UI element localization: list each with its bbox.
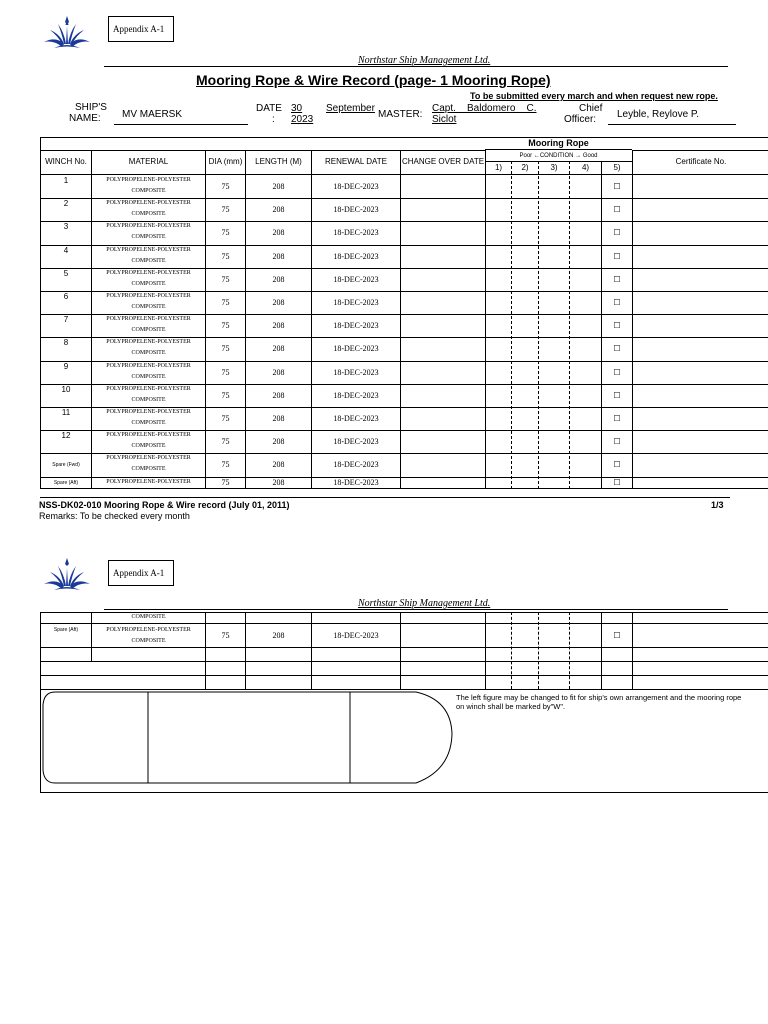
renewal-date: 18-DEC-2023 [333,298,379,308]
length-value: 208 [272,367,285,377]
col-header-certificate: Certificate No. [675,157,727,166]
length-value: 208 [272,437,285,447]
condition-mark[interactable]: ☐ [613,414,621,424]
length-value: 208 [272,321,285,331]
company-name-page2: Northstar Ship Management Ltd. [358,598,491,609]
company-logo [42,14,92,54]
dia-value: 75 [221,437,230,447]
renewal-date: 18-DEC-2023 [333,367,379,377]
p2-col-changeover [485,612,486,689]
winch-number: 8 [63,338,69,348]
dia-value: 75 [221,390,230,400]
length-value: 208 [272,228,285,238]
dia-value: 75 [221,228,230,238]
renewal-date: 18-DEC-2023 [333,182,379,192]
material-line1: POLYPROPELENE-POLYESTER [106,385,191,392]
winch-number: 5 [63,268,69,278]
length-value: 208 [272,205,285,215]
length-value: 208 [272,390,285,400]
length-value: 208 [272,478,285,488]
length-value: 208 [272,460,285,470]
condition-mark[interactable]: ☐ [613,367,621,377]
winch-number: 12 [61,431,71,441]
submit-note: To be submitted every march and when request new rope. [470,91,718,101]
renewal-date: 18-DEC-2023 [333,274,379,284]
length-value: 208 [272,251,285,261]
winch-number: Spare (Aft) [53,479,79,486]
mooring-rope-group-header: Mooring Rope [528,138,589,148]
material-line1: POLYPROPELENE-POLYESTER [106,269,191,276]
length-value: 208 [272,344,285,354]
master-label: MASTER: [378,109,423,120]
appendix-label: Appendix A-1 [108,16,174,42]
renewal-date: 18-DEC-2023 [333,414,379,424]
col-header-material: MATERIAL [128,157,169,166]
company-rule-page2 [104,609,728,610]
material-line1: POLYPROPELENE-POLYESTER [106,432,191,439]
col-header-renewal: RENEWAL DATE [325,157,387,166]
material-line2: COMPOSITE [131,234,166,241]
ships-name-label-1: SHIP'S [75,102,107,113]
master-name-line2: Siclot [432,114,457,125]
condition-mark[interactable]: ☐ [613,437,621,447]
col-header-c5: 5) [613,163,621,172]
date-label-2: : [272,114,275,125]
material-line2: COMPOSITE [131,188,166,194]
dia-value: 75 [221,205,230,215]
p2-col-c1 [511,612,512,689]
condition-mark[interactable]: ☐ [613,205,621,215]
ships-name-label-2: NAME: [69,113,101,124]
winch-number: 6 [63,292,69,301]
date-day: 30 [291,103,303,114]
winch-number: 7 [63,315,69,325]
length-value: 208 [272,298,285,308]
material-line2: COMPOSITE [131,211,166,218]
winch-number: Spare (Fwd) [52,461,80,468]
material-line2: COMPOSITE [131,466,166,473]
p2-rule-4 [40,675,768,676]
condition-mark[interactable]: ☐ [613,344,621,354]
p2-row-condition-mark[interactable]: ☐ [613,631,621,640]
length-value: 208 [272,182,285,192]
condition-mark[interactable]: ☐ [613,298,621,308]
material-line2: COMPOSITE [131,280,166,287]
figure-note: The left figure may be changed to fit for ship's own arrangement and the mooring rope on winch shall be marked by"W". [456,693,742,711]
winch-number: 4 [63,245,69,255]
company-logo-page2 [42,556,92,596]
date-year: 2023 [291,114,314,125]
date-label-1: DATE [256,103,282,114]
p2-row-length: 208 [272,631,285,640]
chief-officer-label-2: Officer: [564,114,597,125]
winch-number: 1 [63,176,69,185]
appendix-label-page2: Appendix A-1 [108,560,174,586]
p2-col-c2 [538,612,539,689]
condition-mark[interactable]: ☐ [613,478,621,488]
winch-number: 11 [61,408,71,417]
material-line2: COMPOSITE [131,396,166,403]
dia-value: 75 [221,414,230,424]
material-line1: POLYPROPELENE-POLYESTER [106,246,191,253]
dia-value: 75 [221,298,230,308]
material-line1: POLYPROPELENE-POLYESTER [106,200,191,207]
chief-officer-value: Leyble, Reylove P. [617,109,700,120]
p2-row-winch: Spare (Aft) [53,627,79,633]
material-line2: COMPOSITE [131,304,166,310]
condition-mark[interactable]: ☐ [613,182,621,192]
p2-row-dia: 75 [221,631,230,640]
ships-name-rule [114,124,248,125]
col-divider-c2 [538,161,539,489]
p2-col-renewal [400,612,401,689]
renewal-date: 18-DEC-2023 [333,205,379,215]
length-value: 208 [272,414,285,424]
renewal-date: 18-DEC-2023 [333,321,379,331]
ships-name-value: MV MAERSK [122,109,183,120]
material-line2: COMPOSITE [131,373,166,380]
col-header-changeover: CHANGE OVER DATE [401,157,485,166]
col-divider-c3 [569,161,570,489]
renewal-date: 18-DEC-2023 [333,437,379,447]
dia-value: 75 [221,344,230,354]
p2-row-material-line2: COMPOSITE [131,637,166,644]
col-divider-changeover [485,150,486,489]
winch-number: 3 [63,222,69,232]
col-divider-c5 [632,150,633,489]
carry-over-material: COMPOSITE [131,614,166,620]
date-month: September [326,103,375,114]
col-header-c3: 3) [550,163,558,172]
material-line1: POLYPROPELENE-POLYESTER [106,339,191,346]
form-reference: NSS-DK02-010 Mooring Rope & Wire record (July 01, 2011) [39,500,290,510]
dia-value: 75 [221,251,230,261]
material-line1: POLYPROPELENE-POLYESTER [106,177,191,183]
condition-mark[interactable]: ☐ [613,321,621,331]
renewal-date: 18-DEC-2023 [333,478,379,488]
p2-row-renewal: 18-DEC-2023 [333,631,379,640]
p2-col-c3 [569,612,570,689]
ship-outline-figure [41,690,453,786]
condition-mark[interactable]: ☐ [613,228,621,238]
material-line1: POLYPROPELENE-POLYESTER [106,223,191,230]
renewal-date: 18-DEC-2023 [333,460,379,470]
dia-value: 75 [221,367,230,377]
material-line2: COMPOSITE [131,257,166,264]
col-header-c4: 4) [581,163,590,172]
condition-scale-header: Poor ←CONDITION → Good [519,152,598,159]
winch-number: 10 [61,384,71,394]
p2-rule-2 [40,647,768,648]
renewal-date: 18-DEC-2023 [333,390,379,400]
condition-mark[interactable]: ☐ [613,460,621,470]
winch-number: 9 [63,361,69,371]
col-header-c1: 1) [494,163,503,172]
material-line1: POLYPROPELENE-POLYESTER [106,362,191,369]
company-name: Northstar Ship Management Ltd. [358,55,491,66]
footer-rule [40,497,730,498]
remarks: Remarks: To be checked every month [39,511,190,521]
page-number: 1/3 [711,500,724,510]
winch-number: 2 [63,199,69,209]
material-line2: COMPOSITE [131,420,166,426]
dia-value: 75 [221,182,230,192]
p2-rule-3 [40,661,768,662]
renewal-date: 18-DEC-2023 [333,228,379,238]
master-name-line1: Capt. Baldomero C. [432,103,537,114]
material-line1: POLYPROPELENE-POLYESTER [106,455,191,462]
p2-col-c5 [632,612,633,689]
col-header-dia: DIA (mm) [208,157,243,166]
material-line2: COMPOSITE [131,327,166,334]
material-line1: POLYPROPELENE-POLYESTER [106,478,191,485]
col-divider-renewal [400,150,401,489]
chief-officer-label-1: Chief [579,103,603,114]
col-divider-c1 [511,161,512,489]
dia-value: 75 [221,460,230,470]
material-line1: POLYPROPELENE-POLYESTER [106,409,191,415]
p2-row-material-line1: POLYPROPELENE-POLYESTER [106,626,191,633]
condition-mark[interactable]: ☐ [613,390,621,400]
dia-value: 75 [221,274,230,284]
length-value: 208 [272,274,285,284]
renewal-date: 18-DEC-2023 [333,251,379,261]
page-title: Mooring Rope & Wire Record (page- 1 Mooring Rope) [196,72,551,88]
material-line1: POLYPROPELENE-POLYESTER [106,316,191,323]
condition-mark[interactable]: ☐ [613,251,621,261]
material-line2: COMPOSITE [131,350,166,357]
col-header-c2: 2) [521,163,529,172]
company-rule [104,66,728,67]
col-header-length: LENGTH (M) [255,157,302,166]
material-line1: POLYPROPELENE-POLYESTER [106,293,191,299]
renewal-date: 18-DEC-2023 [333,344,379,354]
chief-officer-rule [608,124,736,125]
dia-value: 75 [221,478,230,488]
col-header-winch: WINCH No. [45,157,87,166]
condition-mark[interactable]: ☐ [613,274,621,284]
dia-value: 75 [221,321,230,331]
material-line2: COMPOSITE [131,443,166,450]
